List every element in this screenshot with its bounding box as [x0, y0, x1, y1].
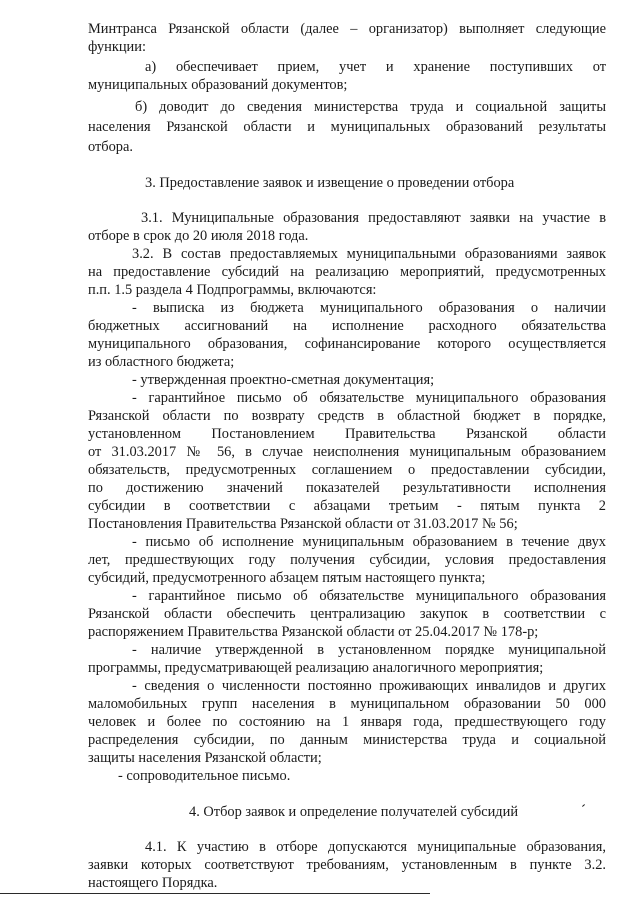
paragraph-3-2: 3.2. В состав предоставляемых муниципальными образованиями заявок [132, 246, 606, 262]
footer-rule [0, 893, 430, 894]
paragraph-3-2-cont: п.п. 1.5 раздела 4 Подпрограммы, включаются: [88, 282, 377, 298]
section-3-heading: 3. Предоставление заявок и извещение о проведении отбора [145, 175, 515, 191]
requirement-item-cont: человек и более по состоянию на 1 января года, предшествующего году [88, 714, 606, 730]
paragraph-3-2-cont: на предоставление субсидий на реализацию мероприятий, предусмотренных [88, 264, 606, 280]
requirement-item: - сопроводительное письмо. [118, 768, 291, 784]
requirement-item: - выписка из бюджета муниципального образования о наличии [132, 300, 606, 316]
requirement-item: - сведения о численности постоянно проживающих инвалидов и других [132, 678, 606, 694]
pen-mark [582, 804, 585, 807]
paragraph-3-1: 3.1. Муниципальные образования предоставляют заявки на участие в [141, 210, 606, 226]
requirement-item-cont: обязательств, предусмотренных соглашением о предоставлении субсидии, [88, 462, 606, 478]
list-item-b-cont: отбора. [88, 139, 133, 155]
intro-line: функции: [88, 39, 146, 55]
list-item-b-cont: населения Рязанской области и муниципальных образований результаты [88, 119, 606, 135]
requirement-item-cont: от 31.03.2017 № 56, в случае неисполнения муниципальным образованием [88, 444, 606, 460]
paragraph-4-1-cont: настоящего Порядка. [88, 875, 218, 891]
requirement-item-cont: субсидии в соответствии с абзацами третьим - пятым пункта 2 [88, 498, 606, 514]
intro-line: Минтранса Рязанской области (далее – организатор) выполняет следующие [88, 21, 606, 37]
requirement-item-cont: муниципального образования, софинансирование которого осуществляется [88, 336, 606, 352]
requirement-item-cont: Рязанской области по возврату средств в областной бюджет в порядке, [88, 408, 606, 424]
requirement-item-cont: установленном Постановлением Правительства Рязанской области [88, 426, 606, 442]
requirement-item: - письмо об исполнение муниципальным образованием в течение двух [132, 534, 606, 550]
requirement-item-cont: бюджетных ассигнований на исполнение расходного обязательства [88, 318, 606, 334]
requirement-item-cont: распоряжением Правительства Рязанской области от 25.04.2017 № 178-р; [88, 624, 539, 640]
requirement-item: - наличие утвержденной в установленном порядке муниципальной [132, 642, 606, 658]
requirement-item-cont: защиты населения Рязанской области; [88, 750, 322, 766]
requirement-item-cont: лет, предшествующих году получения субсидии, условия предоставления [88, 552, 606, 568]
section-4-heading: 4. Отбор заявок и определение получателей субсидий [189, 804, 519, 820]
paragraph-4-1: 4.1. К участию в отборе допускаются муниципальные образования, [145, 839, 606, 855]
requirement-item-cont: маломобильных групп населения в муниципальном образовании 50 000 [88, 696, 606, 712]
requirement-item-cont: Постановления Правительства Рязанской области от 31.03.2017 № 56; [88, 516, 518, 532]
list-item-a: а) обеспечивает прием, учет и хранение поступивших от [145, 59, 606, 75]
requirement-item: - гарантийное письмо об обязательстве муниципального образования [132, 588, 606, 604]
requirement-item-cont: распределения субсидии, по данным министерства труда и социальной [88, 732, 606, 748]
requirement-item-cont: Рязанской области обеспечить централизацию закупок в соответствии с [88, 606, 606, 622]
requirement-item: - утвержденная проектно-сметная документация; [132, 372, 435, 388]
list-item-a-cont: муниципальных образований документов; [88, 77, 348, 93]
requirement-item-cont: по достижению значений показателей результативности исполнения [88, 480, 606, 496]
paragraph-3-1-cont: отборе в срок до 20 июля 2018 года. [88, 228, 309, 244]
paragraph-4-1-cont: заявки которых соответствуют требованиям, установленным в пункте 3.2. [88, 857, 606, 873]
requirement-item: - гарантийное письмо об обязательстве муниципального образования [132, 390, 606, 406]
requirement-item-cont: программы, предусматривающей реализацию аналогичного мероприятия; [88, 660, 544, 676]
list-item-b: б) доводит до сведения министерства труда и социальной защиты [135, 99, 606, 115]
requirement-item-cont: из областного бюджета; [88, 354, 235, 370]
requirement-item-cont: субсидий, предусмотренного абзацем пятым настоящего пункта; [88, 570, 486, 586]
